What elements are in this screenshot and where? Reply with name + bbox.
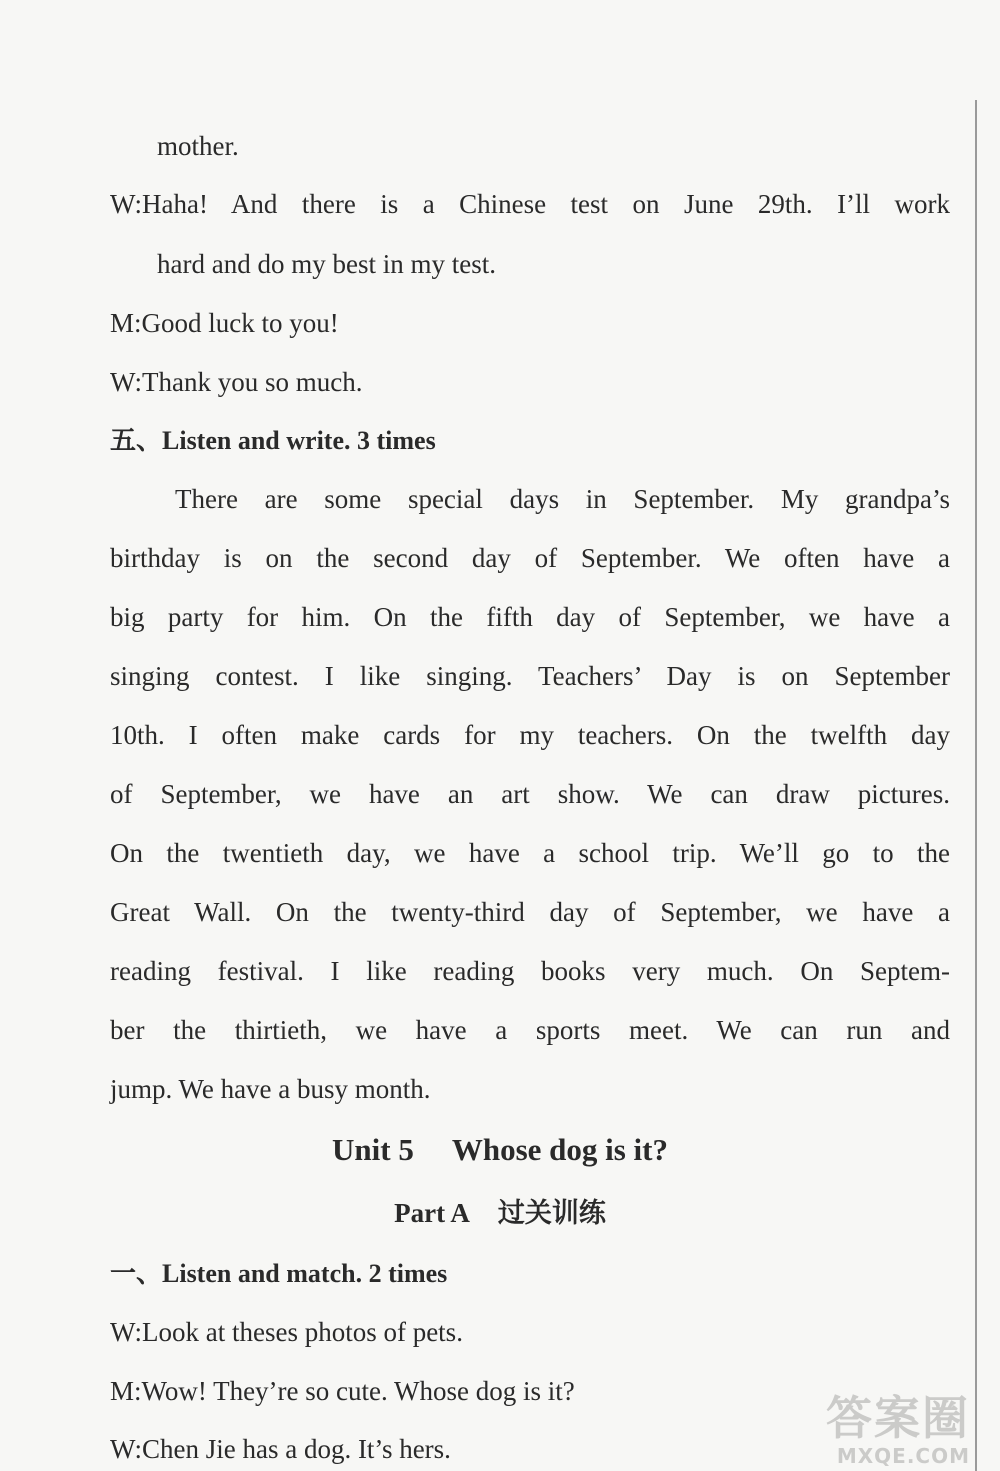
paragraph-line: of September, we have an art show. We can draw pictures.	[110, 779, 950, 809]
paragraph-line: On the twentieth day, we have a school trip. We’ll go to the	[110, 838, 950, 868]
paragraph-line: singing contest. I like singing. Teachers’ Day is on September	[110, 661, 950, 691]
unit-name: Whose dog is it?	[451, 1132, 668, 1167]
part-name: 过关训练	[497, 1198, 606, 1228]
dialogue-line: W:Thank you so much.	[110, 367, 363, 397]
unit-label: Unit 5	[332, 1132, 414, 1167]
text-line: hard and do my best in my test.	[157, 249, 496, 279]
paragraph-line: birthday is on the second day of September. We often have a	[110, 543, 950, 573]
dialogue-line: M:Wow! They’re so cute. Whose dog is it?	[110, 1376, 575, 1406]
part-label: Part A	[394, 1198, 470, 1228]
paragraph-line: reading festival. I like reading books very much. On Septem-	[110, 956, 950, 986]
text-line: mother.	[157, 131, 239, 161]
watermark-site-text: MXQE.COM	[836, 1444, 970, 1468]
paragraph-line: ber the thirtieth, we have a sports meet. We can run and	[110, 1015, 950, 1045]
section-heading-1: 一、Listen and match. 2 times	[110, 1259, 448, 1288]
paragraph-line: big party for him. On the fifth day of September, we have a	[110, 602, 950, 632]
page-edge-rule	[975, 100, 977, 1471]
dialogue-line: W:Look at theses photos of pets.	[110, 1317, 463, 1347]
section-heading-5: 五、Listen and write. 3 times	[110, 426, 436, 455]
watermark-logo-text: 答案圈	[826, 1391, 970, 1445]
paragraph-line: 10th. I often make cards for my teachers. On the twelfth day	[110, 720, 950, 750]
paragraph-line: Great Wall. On the twenty-third day of September, we have a	[110, 897, 950, 927]
part-title	[0, 1195, 1000, 1231]
dialogue-line: W:Haha! And there is a Chinese test on June 29th. I’ll work	[110, 189, 950, 219]
dialogue-line: W:Chen Jie has a dog. It’s hers.	[110, 1434, 451, 1464]
paragraph-line: jump. We have a busy month.	[110, 1074, 431, 1104]
paragraph-line: There are some special days in September. My grandpa’s	[175, 484, 950, 514]
watermark-logo	[826, 1382, 970, 1468]
unit-title	[0, 1132, 1000, 1168]
dialogue-line: M:Good luck to you!	[110, 308, 339, 338]
